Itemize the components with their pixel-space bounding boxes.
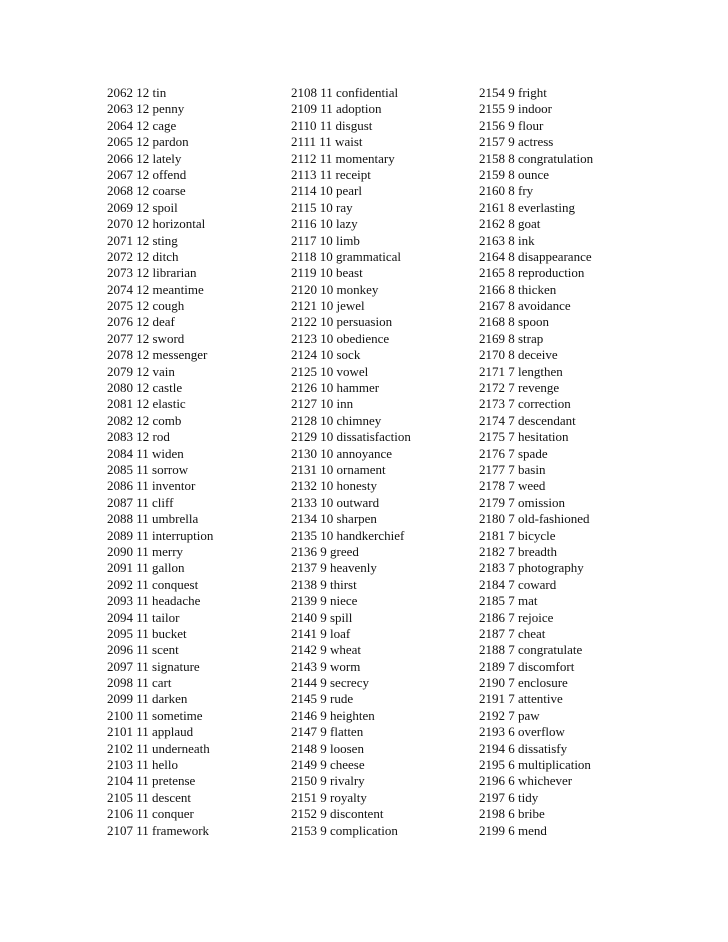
word-entry: 2067 12 offend [107,166,187,182]
word-entry: 2087 11 cliff [107,494,174,510]
word-entry: 2068 12 coarse [107,183,186,199]
word-entry: 2096 11 scent [107,642,179,658]
word-entry: 2084 11 widen [107,445,184,461]
word-list-column-2 [291,85,411,839]
word-list-column-1 [107,85,213,839]
word-entry: 2158 8 congratulation [479,150,594,166]
word-entry: 2090 11 merry [107,543,184,559]
word-entry: 2182 7 breadth [479,543,557,559]
word-entry: 2180 7 old-fashioned [479,511,590,527]
word-entry: 2166 8 thicken [479,281,557,297]
word-entry: 2108 11 confidential [291,85,399,100]
word-entry: 2065 12 pardon [107,134,189,150]
word-entry: 2160 8 fry [479,183,534,199]
word-entry: 2197 6 tidy [479,789,539,805]
word-entry: 2101 11 applaud [107,724,194,740]
word-entry: 2106 11 conquer [107,806,194,822]
word-list-column-3 [479,85,593,839]
word-entry: 2154 9 fright [479,85,547,100]
word-entry: 2189 7 discomfort [479,658,575,674]
word-entry: 2174 7 descendant [479,412,576,428]
word-entry: 2082 12 comb [107,412,182,428]
word-entry: 2192 7 paw [479,707,540,723]
word-entry: 2114 10 pearl [291,183,362,199]
word-entry: 2177 7 basin [479,461,546,477]
word-entry: 2088 11 umbrella [107,511,199,527]
word-entry: 2074 12 meantime [107,281,204,297]
word-entry: 2091 11 gallon [107,560,185,576]
word-entry: 2139 9 niece [291,593,358,609]
word-entry: 2148 9 loosen [291,740,364,756]
word-entry: 2173 7 correction [479,396,571,412]
word-entry: 2142 9 wheat [291,642,362,658]
word-entry: 2116 10 lazy [291,216,358,232]
word-entry: 2131 10 ornament [291,461,386,477]
word-entry: 2150 9 rivalry [291,773,365,789]
word-entry: 2183 7 photography [479,560,584,576]
word-entry: 2165 8 reproduction [479,265,585,281]
word-entry: 2095 11 bucket [107,625,187,641]
word-entry: 2157 9 actress [479,134,554,150]
word-entry: 2171 7 lengthen [479,363,563,379]
word-entry: 2133 10 outward [291,494,380,510]
word-entry: 2138 9 thirst [291,576,357,592]
word-entry: 2128 10 chimney [291,412,382,428]
word-entry: 2162 8 goat [479,216,541,232]
word-entry: 2135 10 handkerchief [291,527,405,543]
word-entry: 2178 7 weed [479,478,546,494]
word-entry: 2100 11 sometime [107,707,203,723]
word-entry: 2110 11 disgust [291,117,373,133]
word-entry: 2107 11 framework [107,822,210,838]
word-entry: 2123 10 obedience [291,330,390,346]
word-entry: 2159 8 ounce [479,166,550,182]
word-entry: 2164 8 disappearance [479,248,592,264]
word-entry: 2193 6 overflow [479,724,565,740]
word-entry: 2175 7 hesitation [479,429,569,445]
word-entry: 2196 6 whichever [479,773,573,789]
word-entry: 2176 7 spade [479,445,548,461]
word-entry: 2161 8 everlasting [479,199,576,215]
word-entry: 2121 10 jewel [291,298,365,314]
word-entry: 2081 12 elastic [107,396,186,412]
word-entry: 2149 9 cheese [291,757,365,773]
word-entry: 2199 6 mend [479,822,547,838]
word-entry: 2118 10 grammatical [291,248,401,264]
word-entry: 2071 12 sting [107,232,178,248]
word-entry: 2117 10 limb [291,232,360,248]
word-entry: 2172 7 revenge [479,380,560,396]
word-entry: 2132 10 honesty [291,478,377,494]
word-entry: 2113 11 receipt [291,166,371,182]
word-entry: 2141 9 loaf [291,625,351,641]
word-entry: 2134 10 sharpen [291,511,377,527]
word-entry: 2104 11 pretense [107,773,196,789]
word-entry: 2109 11 adoption [291,101,382,117]
word-entry: 2143 9 worm [291,658,361,674]
word-entry: 2184 7 coward [479,576,557,592]
word-entry: 2070 12 horizontal [107,216,206,232]
word-entry: 2185 7 mat [479,593,538,609]
word-entry: 2115 10 ray [291,199,353,215]
word-entry: 2140 9 spill [291,609,353,625]
word-entry: 2122 10 persuasion [291,314,393,330]
word-entry: 2198 6 bribe [479,806,545,822]
word-entry: 2195 6 multiplication [479,757,591,773]
word-entry: 2064 12 cage [107,117,177,133]
word-entry: 2188 7 congratulate [479,642,583,658]
word-entry: 2072 12 ditch [107,248,179,264]
word-entry: 2093 11 headache [107,593,201,609]
word-entry: 2194 6 dissatisfy [479,740,568,756]
word-entry: 2066 12 lately [107,150,182,166]
word-entry: 2129 10 dissatisfaction [291,429,411,445]
word-entry: 2063 12 penny [107,101,185,117]
word-entry: 2169 8 strap [479,330,544,346]
word-entry: 2080 12 castle [107,380,183,396]
word-entry: 2099 11 darken [107,691,188,707]
word-entry: 2167 8 avoidance [479,298,571,314]
word-entry: 2179 7 omission [479,494,565,510]
word-entry: 2168 8 spoon [479,314,550,330]
word-entry: 2083 12 rod [107,429,170,445]
word-entry: 2146 9 heighten [291,707,375,723]
word-entry: 2170 8 deceive [479,347,558,363]
word-entry: 2076 12 deaf [107,314,175,330]
word-entry: 2120 10 monkey [291,281,379,297]
word-entry: 2111 11 waist [291,134,363,150]
word-entry: 2187 7 cheat [479,625,546,641]
word-entry: 2077 12 sword [107,330,185,346]
word-entry: 2124 10 sock [291,347,361,363]
word-entry: 2137 9 heavenly [291,560,377,576]
word-entry: 2112 11 momentary [291,150,395,166]
word-entry: 2191 7 attentive [479,691,563,707]
word-entry: 2130 10 annoyance [291,445,393,461]
word-entry: 2136 9 greed [291,543,359,559]
word-entry: 2145 9 rude [291,691,354,707]
word-entry: 2097 11 signature [107,658,200,674]
word-entry: 2062 12 tin [107,85,167,100]
word-entry: 2119 10 beast [291,265,363,281]
word-entry: 2085 11 sorrow [107,461,189,477]
word-entry: 2127 10 inn [291,396,354,412]
word-entry: 2079 12 vain [107,363,175,379]
word-entry: 2125 10 vowel [291,363,369,379]
word-entry: 2153 9 complication [291,822,398,838]
word-entry: 2105 11 descent [107,789,191,805]
word-entry: 2078 12 messenger [107,347,208,363]
word-entry: 2102 11 underneath [107,740,210,756]
word-entry: 2156 9 flour [479,117,544,133]
word-entry: 2181 7 bicycle [479,527,556,543]
word-entry: 2144 9 secrecy [291,675,369,691]
word-entry: 2147 9 flatten [291,724,364,740]
word-entry: 2186 7 rejoice [479,609,554,625]
word-entry: 2151 9 royalty [291,789,367,805]
word-entry: 2075 12 cough [107,298,185,314]
word-entry: 2073 12 librarian [107,265,197,281]
word-entry: 2094 11 tailor [107,609,180,625]
word-entry: 2086 11 inventor [107,478,196,494]
word-entry: 2155 9 indoor [479,101,552,117]
word-entry: 2069 12 spoil [107,199,178,215]
word-entry: 2163 8 ink [479,232,535,248]
word-entry: 2098 11 cart [107,675,172,691]
word-entry: 2092 11 conquest [107,576,199,592]
word-entry: 2152 9 discontent [291,806,384,822]
word-entry: 2126 10 hammer [291,380,380,396]
word-entry: 2089 11 interruption [107,527,214,543]
word-entry: 2190 7 enclosure [479,675,568,691]
word-entry: 2103 11 hello [107,757,179,773]
